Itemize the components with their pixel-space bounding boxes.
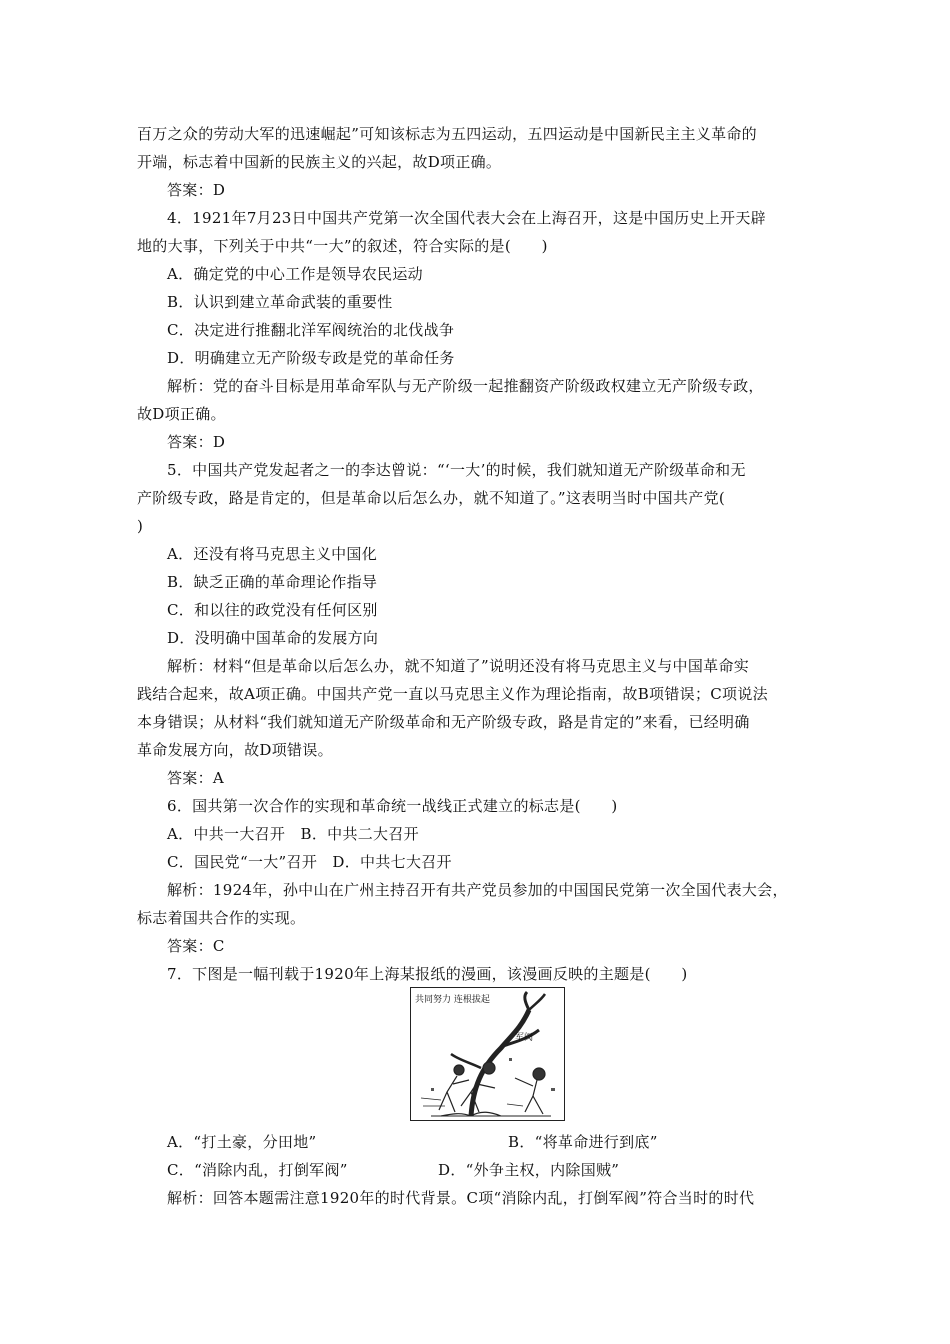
option-a: A．确定党的中心工作是领导农民运动 — [167, 265, 423, 283]
option-d: D．“外争主权，内除国贼” — [438, 1161, 620, 1179]
question-7-line: 7．下图是一幅刊载于1920年上海某报纸的漫画，该漫画反映的主题是( ) — [167, 965, 688, 983]
question-5-line: ) — [137, 517, 144, 535]
analysis-line: 践结合起来，故A项正确。中国共产党一直以马克思主义作为理论指南，故B项错误；C项说法 — [137, 685, 768, 703]
analysis-line: 标志着国共合作的实现。 — [137, 909, 306, 927]
answer-line: 答案：C — [167, 937, 225, 955]
text-line: 开端，标志着中国新的民族主义的兴起，故D项正确。 — [137, 153, 502, 171]
analysis-line: 解析：党的奋斗目标是用革命军队与无产阶级一起推翻资产阶级政权建立无产阶级专政， — [167, 377, 764, 395]
answer-line: 答案：D — [167, 433, 226, 451]
option-b: B．认识到建立革命武装的重要性 — [167, 293, 393, 311]
answer-line: 答案：D — [167, 181, 226, 199]
answer-line: 答案：A — [167, 769, 225, 787]
option-c: C．和以往的政党没有任何区别 — [167, 601, 378, 619]
cartoon-title: 共同努力 连根拔起 — [415, 995, 490, 1005]
cartoon-tree-label: 军阀 — [515, 1033, 534, 1043]
cartoon-image — [410, 987, 565, 1121]
option-d: D．明确建立无产阶级专政是党的革命任务 — [167, 349, 455, 367]
question-4-line: 地的大事，下列关于中共“一大”的叙述，符合实际的是( ) — [137, 237, 548, 255]
analysis-line: 解析：1924年，孙中山在广州主持召开有共产党员参加的中国国民党第一次全国代表大会， — [167, 881, 788, 899]
option-a: A．“打土豪，分田地” — [167, 1133, 317, 1151]
option-a: A．还没有将马克思主义中国化 — [167, 545, 378, 563]
options-ab: A．中共一大召开 B．中共二大召开 — [167, 825, 419, 843]
option-c: C．决定进行推翻北洋军阀统治的北伐战争 — [167, 321, 455, 339]
question-4-line: 4．1921年7月23日中国共产党第一次全国代表大会在上海召开，这是中国历史上开天辟 — [167, 209, 766, 227]
analysis-line: 故D项正确。 — [137, 405, 226, 423]
question-5-line: 产阶级专政，路是肯定的，但是革命以后怎么办，就不知道了。”这表明当时中国共产党( — [137, 489, 726, 507]
question-5-line: 5．中国共产党发起者之一的李达曾说：“‘一大’的时候，我们就知道无产阶级革命和无 — [167, 461, 746, 479]
analysis-line: 解析：回答本题需注意1920年的时代背景。C项“消除内乱，打倒军阀”符合当时的时代 — [167, 1189, 755, 1207]
analysis-line: 本身错误；从材料“我们就知道无产阶级革命和无产阶级专政，路是肯定的”来看，已经明确 — [137, 713, 750, 731]
option-b: B．缺乏正确的革命理论作指导 — [167, 573, 378, 591]
cartoon-drawing — [411, 988, 563, 1119]
question-6-line: 6．国共第一次合作的实现和革命统一战线正式建立的标志是( ) — [167, 797, 618, 815]
analysis-line: 解析：材料“但是革命以后怎么办，就不知道了”说明还没有将马克思主义与中国革命实 — [167, 657, 750, 675]
option-c: C．“消除内乱，打倒军阀” — [167, 1161, 348, 1179]
options-cd: C．国民党“一大”召开 D．中共七大召开 — [167, 853, 452, 871]
option-b: B．“将革命进行到底” — [508, 1133, 658, 1151]
option-d: D．没明确中国革命的发展方向 — [167, 629, 379, 647]
text-line: 百万之众的劳动大军的迅速崛起”可知该标志为五四运动，五四运动是中国新民主主义革命的 — [137, 125, 757, 143]
analysis-line: 革命发展方向，故D项错误。 — [137, 741, 333, 759]
